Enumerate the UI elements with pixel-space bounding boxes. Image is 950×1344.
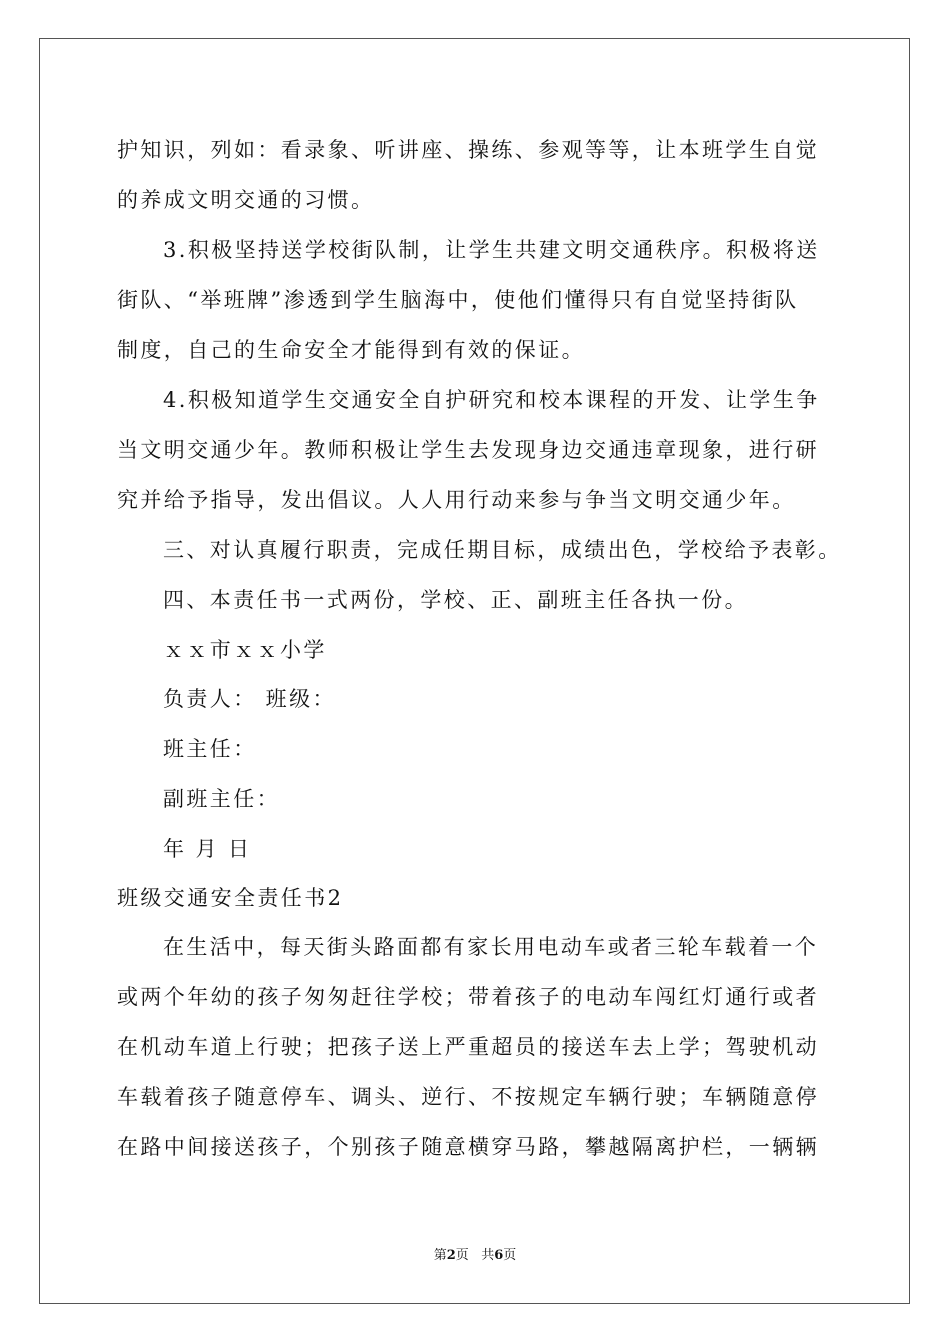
text-line: 三、对认真履行职责，完成任期目标，成绩出色，学校给予表彰。 bbox=[163, 538, 842, 562]
text-line: 在机动车道上行驶；把孩子送上严重超员的接送车去上学；驾驶机动 bbox=[117, 1035, 819, 1059]
page-prefix: 第 bbox=[433, 1248, 447, 1263]
text-line: 当文明交通少年。教师积极让学生去发现身边交通违章现象，进行研 bbox=[117, 438, 819, 462]
page-number: 2 bbox=[446, 1248, 456, 1263]
text-line: 4.积极知道学生交通安全自护研究和校本课程的开发、让学生争 bbox=[163, 388, 820, 412]
head-teacher-label: 班主任： bbox=[163, 737, 257, 761]
text-line: 街队、“举班牌”渗透到学生脑海中，使他们懂得只有自觉坚持街队 bbox=[117, 288, 799, 312]
text-line: 在路中间接送孩子，个别孩子随意横穿马路，攀越隔离护栏，一辆辆 bbox=[117, 1135, 819, 1159]
text-line: 护知识，列如：看录象、听讲座、操练、参观等等，让本班学生自觉 bbox=[117, 138, 819, 162]
text-line: 究并给予指导，发出倡议。人人用行动来参与争当文明交通少年。 bbox=[117, 488, 796, 512]
text-line: 制度，自己的生命安全才能得到有效的保证。 bbox=[117, 338, 585, 362]
text-line: 3.积极坚持送学校街队制，让学生共建文明交通秩序。积极将送 bbox=[163, 238, 820, 262]
text-line: 车载着孩子随意停车、调头、逆行、不按规定车辆行驶；车辆随意停 bbox=[117, 1085, 819, 1109]
school-name: ｘｘ市ｘｘ小学 bbox=[163, 638, 327, 662]
text-line: 或两个年幼的孩子匆匆赶往学校；带着孩子的电动车闯红灯通行或者 bbox=[117, 985, 819, 1009]
total-pages: 6 bbox=[494, 1248, 504, 1263]
text-line: 的养成文明交通的习惯。 bbox=[117, 188, 375, 212]
page-unit: 页 bbox=[455, 1248, 469, 1263]
text-line: 四、本责任书一式两份，学校、正、副班主任各执一份。 bbox=[163, 588, 748, 612]
date-label: 年 月 日 bbox=[163, 837, 252, 861]
total-unit: 页 bbox=[503, 1248, 517, 1263]
page-border bbox=[39, 38, 910, 1304]
responsible-person-label: 负责人： 班级： bbox=[163, 687, 336, 711]
page-footer bbox=[0, 1248, 950, 1264]
total-prefix: 共 bbox=[481, 1248, 495, 1263]
section-title: 班级交通安全责任书2 bbox=[117, 886, 344, 910]
text-line: 在生活中，每天街头路面都有家长用电动车或者三轮车载着一个 bbox=[163, 935, 819, 959]
deputy-head-teacher-label: 副班主任： bbox=[163, 787, 280, 811]
